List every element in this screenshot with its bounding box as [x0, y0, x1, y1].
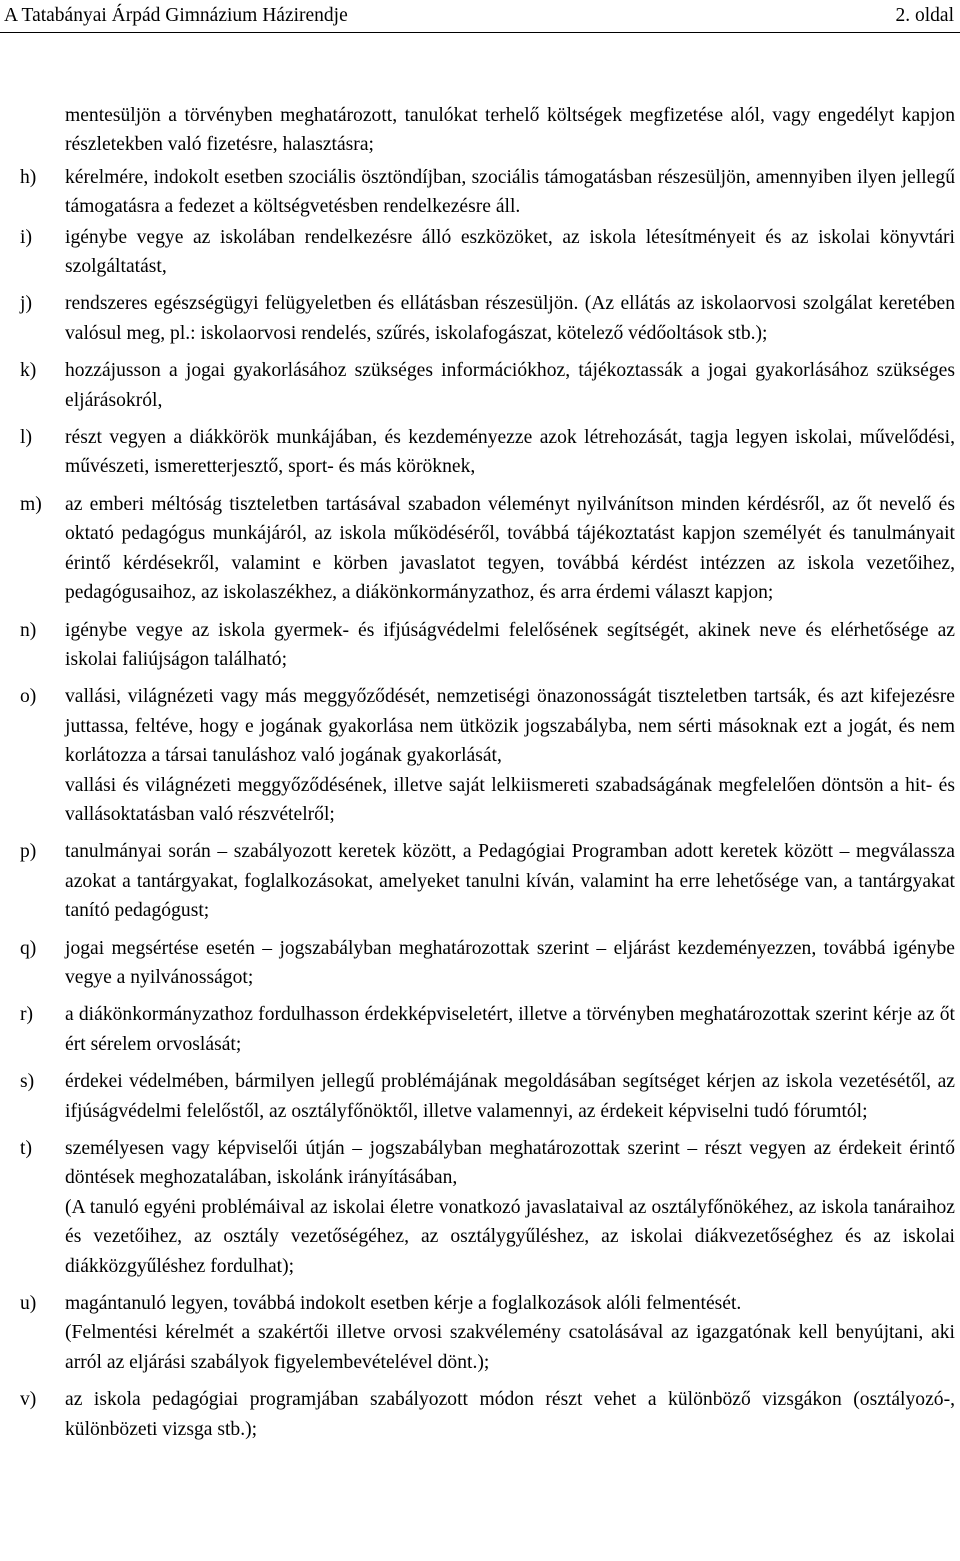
list-item-text: az emberi méltóság tiszteletben tartásával szabadon véleményt nyilvánítson minden kérdésről, az őt nevelő és oktató pedagógus munkájáról, az iskola működéséről, továbbá tájékoztatást kapjon személyét és tanulmányait érintő kérdésekről, valamint e körben javaslatot tegyen, továbbá kérdést intézzen az iskola vezetőihez, pedagógusaihoz, az iskolaszékhez, a diákönkormányzathoz, és arra érdemi választ kapjon;	[65, 493, 955, 604]
list-item-label: r)	[20, 1004, 34, 1026]
list-item-label: p)	[20, 841, 37, 863]
list-item	[0, 934, 960, 993]
list-item-label: s)	[20, 1071, 35, 1093]
list-item-text: vallási, világnézeti vagy más meggyőződését, nemzetiségi önazonosságát tiszteletben tartsák, és azt kifejezésre juttassa, feltéve, hogy e jogának gyakorlása nem ütközik jogszabályba, nem sérti másoknak ezt a jogát, és nem korlátozza a társai tanuláshoz való jogának gyakorlását,	[65, 686, 955, 767]
list-item	[0, 1067, 960, 1126]
list-item-text: jogai megsértése esetén – jogszabályban meghatározottak szerint – eljárást kezdeményezzen, továbbá igénybe vegye a nyilvánosságot;	[65, 937, 955, 988]
list-item-label: k)	[20, 360, 37, 382]
list-item	[0, 1289, 960, 1377]
list-item-label: u)	[20, 1293, 37, 1315]
list-item-text: igénybe vegye az iskolában rendelkezésre álló eszközöket, az iskola létesítményeit és az iskolai könyvtári szolgáltatást,	[65, 226, 955, 278]
list-item	[0, 101, 960, 160]
list-item-text: tanulmányai során – szabályozott keretek között, a Pedagógiai Programban adott keretek között – megválassza azokat a tantárgyakat, foglalkozásokat, amelyeket tanulni kíván, valamint ha erre lehetősége van, a tantárgyakat tanító pedagógust;	[65, 841, 955, 922]
list-item-text: érdekei védelmében, bármilyen jellegű problémájának megoldásában segítséget kérjen az iskola vezetésétől, az ifjúságvédelmi felelőstől, az osztályfőnöktől, illetve valamennyi, az érdekeit képviselni tudó fórumtól;	[65, 1071, 955, 1122]
list-item-text: a diákönkormányzathoz fordulhasson érdekképviseletért, illetve a törvényben meghatározottak szerint kérje az őt ért sérelem orvoslását;	[65, 1004, 955, 1055]
list-item-text: mentesüljön a törvényben meghatározott, tanulókat terhelő költségek megfizetése alól, vagy engedélyt kapjon részletekben való fizetésre, halasztásra;	[65, 105, 955, 156]
page-number: 2. oldal	[895, 5, 954, 26]
list-item-text: az iskola pedagógiai programjában szabályozott módon részt vehet a különböző vizsgákon (osztályozó-, különbözeti vizsga stb.);	[65, 1389, 955, 1440]
list-item	[0, 837, 960, 925]
page-header	[0, 0, 960, 32]
list-item-text: személyesen vagy képviselői útján – jogszabályban meghatározottak szerint – részt vegyen az érdekeit érintő döntések meghozatalában, iskolánk irányításában,	[65, 1138, 955, 1189]
list-item-text: rendszeres egészségügyi felügyeletben és ellátásban részesüljön. (Az ellátás az iskolaorvosi szolgálat keretében valósul meg, pl.: iskolaorvosi rendelés, szűrés, iskolafogászat, kötelező védőoltások stb.);	[65, 293, 955, 344]
list-item	[0, 223, 960, 282]
list-item-label: j)	[20, 293, 32, 315]
list-item	[0, 1000, 960, 1059]
list-item-text: (A tanuló egyéni problémáival az iskolai életre vonatkozó javaslataival az osztályfőnökéhez, az iskola tanáraihoz és vezetőihez, az osztály vezetőségéhez, az osztálygyűléshez, az iskolai diákvezetőséghez és az iskolai diákközgyűléshez fordulhat);	[65, 1196, 955, 1277]
list-item-text: kérelmére, indokolt esetben szociális ösztöndíjban, szociális támogatásban részesüljön, amennyiben ilyen jellegű támogatásra a fedezet a költségvetésben rendelkezésre áll.	[65, 166, 955, 218]
list-item	[0, 1385, 960, 1444]
list-item	[0, 682, 960, 829]
list-item	[0, 423, 960, 482]
list-item-label: m)	[20, 493, 42, 515]
list-item-label: t)	[20, 1138, 32, 1159]
rights-list	[0, 101, 960, 1452]
list-item-label: v)	[20, 1389, 37, 1411]
list-item	[0, 289, 960, 348]
document-title: A Tatabányai Árpád Gimnázium Házirendje	[4, 5, 348, 26]
list-item	[0, 1134, 960, 1281]
list-item-label: i)	[20, 226, 32, 248]
list-item-text: igénybe vegye az iskola gyermek- és ifjúságvédelmi felelősének segítségét, akinek neve és elérhetősége az iskolai faliújságon található;	[65, 619, 955, 670]
list-item-label: o)	[20, 686, 37, 708]
list-item-label: l)	[20, 427, 32, 449]
list-item-label: q)	[20, 937, 37, 959]
list-item-label: n)	[20, 619, 37, 641]
list-item-text: hozzájusson a jogai gyakorlásához szükséges információkhoz, tájékoztassák a jogai gyakorlásához szükséges eljárásokról,	[65, 360, 955, 411]
list-item-text: magántanuló legyen, továbbá indokolt esetben kérje a foglalkozások alóli felmentését.	[65, 1293, 742, 1315]
list-item-text: részt vegyen a diákkörök munkájában, és kezdeményezze azok létrehozását, tagja legyen iskolai, művelődési, művészeti, ismeretterjesztő, sport- és más köröknek,	[65, 427, 955, 478]
list-item-label: h)	[20, 166, 37, 188]
list-item-text: vallási és világnézeti meggyőződésének, illetve saját lelkiismereti szabadságának megfelelően döntsön a hit- és vallásoktatásban való részvételről;	[65, 774, 955, 825]
list-item	[0, 490, 960, 608]
list-item	[0, 163, 960, 222]
header-rule	[0, 32, 960, 33]
list-item	[0, 616, 960, 675]
list-item	[0, 356, 960, 415]
list-item-text: (Felmentési kérelmét a szakértői illetve orvosi szakvélemény csatolásával az igazgatónak kell benyújtani, aki arról az eljárási szabályok figyelembevételével dönt.);	[65, 1322, 955, 1373]
